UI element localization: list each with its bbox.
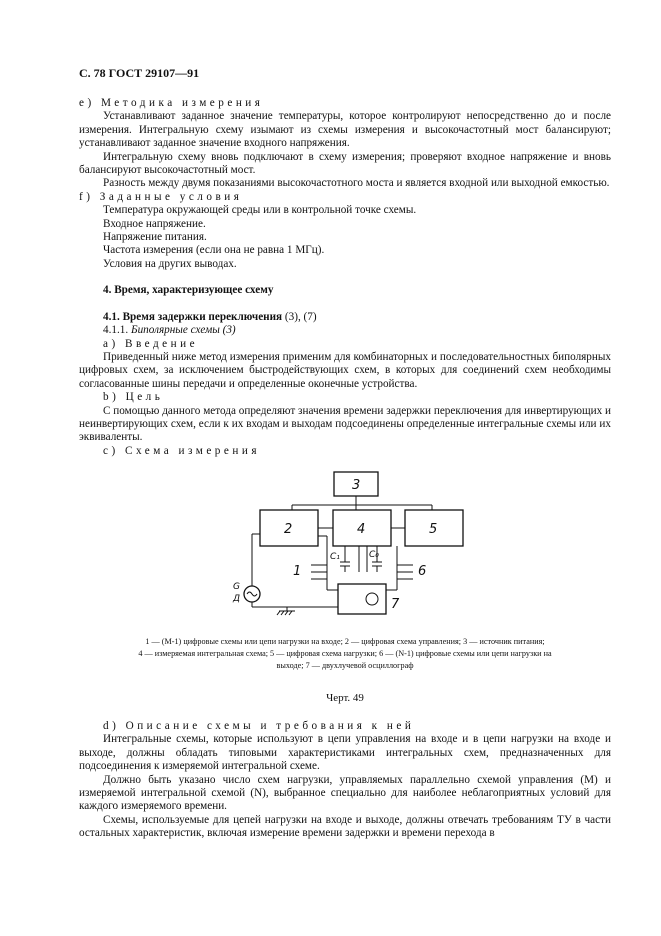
section-4-heading (79, 284, 611, 297)
section-4-1-heading (79, 311, 611, 324)
upper-text-block (79, 97, 611, 458)
label-lead-6: 6 (418, 564, 427, 579)
section-b-heading: b) Цель (103, 391, 164, 404)
label-c0: C₀ (369, 550, 379, 560)
label-block-7: 7 (391, 597, 400, 612)
label-d: Д (233, 594, 241, 604)
section-f-heading: f) Заданные условия (79, 190, 243, 203)
ground-hatch (285, 611, 288, 615)
label-block-5: 5 (429, 522, 438, 537)
section-4-1-1-number: 4.1.1. (103, 324, 129, 337)
section-4-1-refs: (3), (7) (282, 310, 317, 323)
page-header: С. 78 ГОСТ 29107—91 (79, 66, 200, 80)
section-4-1-1-title: Биполярные схемы (3) (130, 324, 236, 337)
caption-line-3: выходе; 7 — двухлучевой осциллограф (276, 661, 414, 670)
condition-item: Температура окружающей среды или в контрольной точке схемы. (103, 204, 417, 217)
section-b-paragraph: С помощью данного метода определяют значения времени задержки переключения для инвертирующих и неинвертирующих схем, если к их входам и выходам подсоединены определенные интегральные схемы или их эквиваленты. (79, 404, 611, 444)
section-c-heading: с) Схема измерения (103, 444, 260, 457)
label-lead-1: 1 (293, 564, 302, 579)
section-d-paragraph-3: Схемы, используемые для цепей нагрузки на входе и выходе, должны отвечать требованиям ТУ в части остальных характеристик, включая измерение времени задержки и времени перехода в (79, 813, 611, 840)
caption-line-1: 1 — (М-1) цифровые схемы или цепи нагрузки на входе; 2 — цифровая схема управления; 3 — источник питания; (145, 637, 545, 646)
section-d-paragraph-1: Интегральные схемы, которые используют в цепи управления на входе и в цепи нагрузки на входе и выходе, должны обладать типовыми характеристиками интегральных схем, предназначенных для подсоединения к измеряемой интегральной схеме. (79, 733, 611, 773)
section-a-heading: а) Введение (103, 337, 199, 350)
ground-hatch (289, 611, 292, 615)
figure-number: Черт. 49 (326, 692, 364, 704)
section-4-1-1-heading (79, 324, 611, 337)
section-d-paragraph-2: Должно быть указано число схем нагрузки, управляемых параллельно схемой управления (М) и измеряемой интегральной схемой (N), выбранное специально для наиболее неблагоприятных условий для каждого измеряемого времени. (79, 773, 611, 813)
label-c1: C₁ (330, 552, 340, 562)
section-a-paragraph: Приведенный ниже метод измерения применим для комбинаторных и последовательностных биполярных цифровых схем, за исключением быстродействующих схем, в которых для соединений схем необходимы согласованные шины передачи и определенные оконечные устройства. (79, 350, 611, 390)
condition-item: Условия на других выводах. (103, 257, 237, 270)
ground-hatch (277, 611, 280, 615)
condition-item: Напряжение питания. (103, 231, 207, 244)
caption-line-2: 4 — измеряемая интегральная схема; 5 — цифровая схема нагрузки; 6 — (N-1) цифровые схемы или цепи нагрузки на (138, 649, 552, 658)
label-block-2: 2 (284, 522, 293, 537)
section-e-paragraph-1: Устанавливают заданное значение температуры, которое контролируют непосредственно до и после измерения. Интегральную схему изымают из схемы измерения и высокочастотный мост балансируют; устанавливают заданное значение входного напряжения. (79, 110, 611, 150)
label-g: G (233, 582, 240, 592)
lower-text-block (79, 720, 611, 841)
label-block-3: 3 (352, 478, 361, 493)
condition-item: Входное напряжение. (103, 217, 206, 230)
ground-hatch (281, 611, 284, 615)
section-e-paragraph-2: Интегральную схему вновь подключают в схему измерения; проверяют входное напряжение и вновь балансируют высокочастотный мост. (79, 150, 611, 177)
label-block-4: 4 (357, 522, 366, 537)
block-oscilloscope (338, 584, 386, 614)
section-4-title: 4. Время, характеризующее схему (103, 284, 274, 297)
figure-caption (79, 636, 611, 672)
section-4-1-title: 4.1. Время задержки переключения (103, 310, 283, 323)
section-e-heading: е) Методика измерения (79, 97, 264, 109)
section-d-heading: d) Описание схемы и требования к ней (103, 720, 415, 732)
measurement-circuit-diagram (227, 468, 467, 628)
section-e-paragraph-3: Разность между двумя показаниями высокочастотного моста и является входной или выходной емкостью. (103, 177, 610, 190)
condition-item: Частота измерения (если она не равна 1 МГц). (103, 244, 325, 257)
